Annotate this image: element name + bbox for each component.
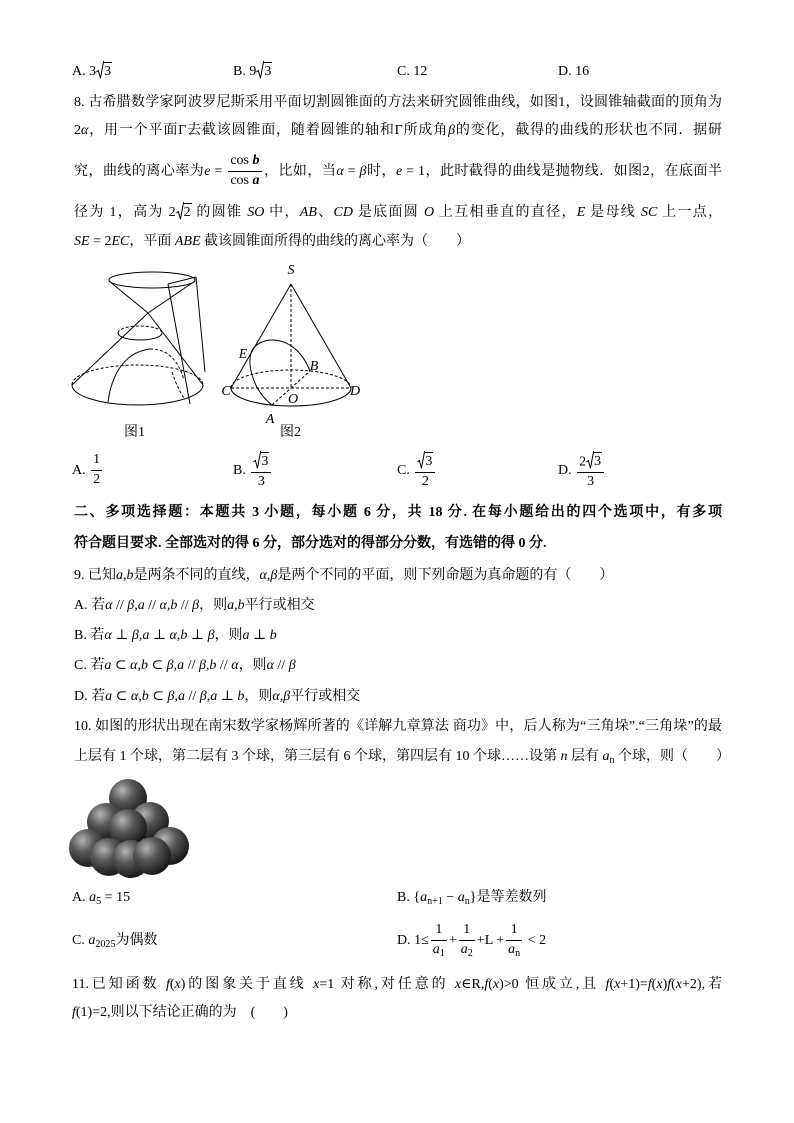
q7-option-a — [72, 58, 112, 86]
q9-option-a — [74, 592, 315, 620]
math-symbol: b — [180, 628, 188, 643]
text-run: 的变化，截得的曲线的形状也不同．据研 — [455, 123, 723, 138]
figure-1-caption: 图1 — [124, 425, 145, 440]
math-symbol: α — [266, 658, 274, 673]
text-run: , — [134, 598, 138, 613]
math-symbol: x — [656, 977, 663, 992]
text-run: 3 — [594, 454, 602, 470]
q7-option-c — [397, 58, 427, 86]
ball — [133, 837, 171, 875]
math-symbol: b — [170, 598, 178, 613]
text-run: ⊥ — [111, 628, 132, 643]
text-run: ⊂ — [112, 689, 131, 704]
text-run: ( — [488, 977, 493, 992]
cutting-plane-edge — [196, 277, 205, 372]
numerator — [506, 922, 522, 941]
denominator — [459, 941, 475, 959]
math-symbol: AB — [299, 205, 317, 220]
label-b: B — [309, 359, 319, 374]
math-symbol: a — [252, 173, 260, 189]
section-2-heading-line-1 — [74, 499, 722, 527]
q8-line-2 — [74, 117, 722, 145]
math-symbol: a — [88, 933, 96, 948]
math-symbol: x — [492, 977, 500, 992]
math-symbol: β — [448, 123, 456, 138]
fraction — [228, 153, 261, 190]
text-run: , — [123, 568, 127, 583]
text-run: , — [279, 689, 284, 704]
fraction — [91, 452, 102, 489]
square-root — [176, 205, 192, 220]
fraction — [431, 922, 447, 959]
text-run: 1 — [510, 922, 518, 938]
math-symbol: β — [167, 689, 175, 704]
math-symbol: β — [166, 658, 174, 673]
math-symbol: α — [159, 598, 167, 613]
label-c: C — [221, 384, 231, 399]
denominator — [91, 471, 102, 489]
text-run: +L + — [476, 933, 505, 948]
subscript: 2 — [467, 948, 473, 960]
text-run: B. — [233, 463, 250, 478]
q10-line-1 — [74, 713, 722, 741]
math-symbol: b — [252, 153, 260, 169]
text-run: < 2 — [524, 933, 547, 948]
numerator — [431, 922, 447, 941]
text-run: 3 — [425, 454, 433, 470]
q8-line-5 — [74, 228, 470, 256]
text-run: ( — [671, 977, 676, 992]
text-run: , — [166, 598, 171, 613]
math-symbol: x — [174, 977, 181, 992]
text-run: B. { — [397, 890, 421, 905]
square-root — [96, 64, 112, 79]
label-e: E — [238, 347, 248, 362]
generator-line — [109, 281, 148, 313]
math-symbol: f — [605, 977, 610, 992]
radical-sign — [176, 202, 184, 220]
text-run: 的圆锥 — [191, 205, 248, 220]
square-root — [586, 454, 602, 469]
numerator — [91, 452, 102, 471]
fraction — [251, 451, 271, 491]
math-symbol: CD — [333, 205, 353, 220]
label-a: A — [265, 412, 275, 427]
math-symbol: a — [602, 749, 610, 764]
q8-option-a — [72, 449, 104, 493]
label-o: O — [287, 392, 299, 407]
text-run: + — [448, 933, 457, 948]
figure-2-caption: 图2 — [280, 425, 301, 440]
subscript: 2025 — [95, 939, 116, 951]
text-run: = 15 — [101, 890, 131, 905]
text-run: // — [184, 658, 199, 673]
math-symbol: a — [142, 628, 150, 643]
numerator — [415, 451, 435, 473]
math-symbol: α — [130, 689, 139, 704]
subscript: n — [609, 755, 615, 767]
math-symbol: a — [116, 568, 123, 583]
text-run: C. — [72, 933, 89, 948]
math-symbol: f — [667, 977, 672, 992]
math-symbol: β — [270, 568, 278, 583]
q10-option-b — [397, 884, 547, 912]
math-symbol: α — [130, 658, 138, 673]
math-symbol: β — [288, 658, 296, 673]
math-symbol: α — [272, 689, 280, 704]
text-run: 3 — [264, 64, 272, 79]
q11-line-2 — [72, 999, 288, 1027]
q9-option-b — [74, 622, 277, 650]
math-symbol: x — [313, 977, 320, 992]
text-run: 径为 1，高为 — [74, 205, 169, 220]
text-run: ∈R, — [461, 977, 485, 992]
text-run: cos — [230, 173, 253, 189]
text-run: }是等差数列 — [469, 890, 547, 905]
denominator — [415, 473, 435, 491]
text-run: 截该圆锥面所得的曲线的离心率为（ ） — [200, 234, 471, 249]
math-symbol: a — [242, 628, 250, 643]
math-symbol: β — [359, 164, 367, 179]
text-run: = — [210, 164, 227, 179]
math-symbol: SE — [74, 234, 90, 249]
q10-option-d — [397, 919, 546, 963]
math-symbol: a — [137, 598, 145, 613]
text-run: 上一点， — [657, 205, 723, 220]
text-run: 、 — [316, 205, 334, 220]
math-symbol: f — [72, 1005, 76, 1020]
text-run: 中， — [264, 205, 300, 220]
math-symbol: ABE — [174, 234, 201, 249]
text-run: 为偶数 — [115, 933, 158, 948]
text-run: 2 — [93, 472, 101, 488]
text-run: 是两个不同的平面，则下列命题为真命题的有（ ） — [277, 568, 614, 583]
numerator — [577, 451, 604, 473]
text-run: 平行或相交 — [244, 598, 315, 613]
math-symbol: a — [177, 658, 185, 673]
text-run: B. 若 — [74, 628, 105, 643]
text-run: 1 — [93, 452, 101, 468]
text-run: ，则 — [214, 628, 243, 643]
q9-option-d — [74, 683, 360, 711]
text-run: )的图象关于直线 — [180, 977, 314, 992]
math-symbol: x — [614, 977, 621, 992]
subscript: n — [515, 948, 521, 960]
text-run: , — [205, 658, 210, 673]
text-run: 2 — [579, 454, 587, 470]
text-run: // — [144, 598, 160, 613]
text-run: 是母线 — [585, 205, 641, 220]
fraction — [459, 922, 475, 959]
radical-sign — [96, 61, 104, 79]
math-symbol: b — [237, 689, 245, 704]
math-symbol: SC — [640, 205, 658, 220]
text-run: 11.已知函数 — [72, 977, 166, 992]
text-run: ，则 — [199, 598, 228, 613]
text-run: 3 — [104, 64, 112, 79]
text-run: 平行或相交 — [290, 689, 361, 704]
math-symbol: e — [204, 164, 211, 179]
math-symbol: α — [104, 628, 112, 643]
text-run: 3 — [257, 473, 265, 489]
radicand — [261, 452, 269, 469]
text-run: 时， — [366, 164, 396, 179]
label-s: S — [287, 263, 295, 278]
math-symbol: β — [207, 628, 215, 643]
text-run: 层有 — [567, 749, 603, 764]
math-symbol: a — [210, 689, 218, 704]
math-symbol: a — [432, 942, 440, 958]
math-symbol: β — [199, 689, 207, 704]
square-root — [253, 454, 269, 469]
math-symbol: b — [237, 598, 245, 613]
text-run: 上层有 1 个球，第二层有 3 个球，第三层有 6 个球，第四层有 10 个球……设第 — [74, 749, 561, 764]
figure-2-cone — [215, 258, 365, 428]
radicand — [594, 452, 602, 469]
text-run: ) — [662, 977, 668, 992]
math-symbol: a — [89, 890, 97, 905]
math-symbol: O — [423, 205, 435, 220]
text-run: ，比如，当 — [263, 164, 337, 179]
section-curve — [250, 353, 272, 405]
figure-1-double-cone — [60, 260, 215, 415]
text-run: 10. 如图的形状出现在南宋数学家杨辉所著的《详解九章算法 商功》中，后人称为“三角垛”.“三角垛”的最 — [74, 719, 722, 734]
text-run: ( — [609, 977, 615, 992]
fraction — [577, 451, 604, 491]
denominator — [251, 473, 271, 491]
math-symbol: α — [81, 123, 89, 138]
text-run: = 1，此时截得的曲线是抛物线．如图2，在底面半 — [402, 164, 722, 179]
text-run: // — [184, 689, 200, 704]
math-symbol: a — [177, 689, 185, 704]
text-run: 符合题目要求. 全部选对的得 6 分，部分选对的得部分分数，有选错的得 0 分. — [74, 536, 547, 551]
q9-option-c — [74, 652, 296, 680]
math-symbol: β — [127, 598, 135, 613]
text-run: // — [216, 658, 232, 673]
text-run: ( — [169, 977, 175, 992]
math-symbol: β — [131, 628, 139, 643]
radicand — [184, 203, 192, 220]
math-symbol: a — [420, 890, 428, 905]
text-run: 是两条不同的直线， — [133, 568, 260, 583]
text-run: // — [177, 598, 193, 613]
math-symbol: α — [105, 598, 113, 613]
text-run: ，平面 — [129, 234, 175, 249]
text-run: // — [273, 658, 289, 673]
text-run: 3 — [587, 473, 595, 489]
text-run: C. — [397, 463, 414, 478]
text-run: = — [343, 164, 360, 179]
text-run: ⊥ — [149, 628, 170, 643]
denominator — [431, 941, 447, 959]
fraction — [506, 922, 522, 959]
text-run: 9 — [249, 64, 257, 79]
text-run: ⊥ — [249, 628, 270, 643]
text-run: // — [112, 598, 128, 613]
text-run: ⊂ — [111, 658, 131, 673]
math-symbol: b — [141, 689, 149, 704]
text-run: 9. 已知 — [74, 568, 116, 583]
text-run: 3 — [261, 454, 269, 470]
text-run: , — [138, 628, 143, 643]
text-run: ⊥ — [217, 689, 238, 704]
math-symbol: SO — [247, 205, 265, 220]
square-root — [417, 454, 433, 469]
text-run: , — [176, 628, 181, 643]
denominator — [228, 172, 261, 190]
text-run: 2 — [421, 473, 429, 489]
text-run: A. — [72, 463, 90, 478]
triangular-stack-of-balls-image — [66, 775, 190, 879]
text-run: ⊥ — [187, 628, 208, 643]
radicand — [104, 62, 112, 79]
q8-option-b — [233, 449, 273, 493]
q10-line-2 — [74, 743, 731, 771]
math-symbol: β — [198, 658, 206, 673]
math-symbol: a — [508, 942, 516, 958]
text-run: C. 若 — [74, 658, 105, 673]
q10-option-a — [72, 884, 130, 912]
text-run: , — [137, 658, 141, 673]
numerator — [228, 153, 261, 172]
math-symbol: b — [126, 568, 134, 583]
text-run: D. — [558, 463, 576, 478]
text-run: D. 16 — [558, 64, 590, 79]
q8-option-d — [558, 449, 606, 493]
numerator — [459, 922, 475, 941]
q10-option-c — [72, 919, 158, 963]
text-run: 个球，则（ ） — [614, 749, 731, 764]
section-2-heading-line-2 — [74, 530, 547, 558]
q8-line-4 — [74, 199, 722, 227]
text-run: A. — [72, 64, 90, 79]
text-run: ( — [651, 977, 657, 992]
text-run: D. 1≤ — [397, 933, 429, 948]
text-run: , — [174, 689, 178, 704]
text-run: 1 — [463, 922, 471, 938]
denominator — [577, 473, 604, 491]
math-symbol: β — [192, 598, 200, 613]
math-symbol: f — [484, 977, 489, 992]
radicand — [425, 452, 433, 469]
text-run: , — [234, 598, 238, 613]
math-symbol: α — [169, 628, 177, 643]
math-symbol: f — [647, 977, 652, 992]
q8-option-c — [397, 449, 437, 493]
middle-ellipse-front — [118, 333, 162, 340]
text-run: C. 12 — [397, 64, 428, 79]
subscript: 1 — [439, 948, 445, 960]
math-symbol: a — [105, 689, 113, 704]
text-run: , — [173, 658, 178, 673]
subscript: 5 — [96, 896, 102, 908]
text-run: , — [266, 568, 271, 583]
radicand — [264, 62, 272, 79]
middle-ellipse-back — [118, 326, 162, 333]
text-run: 2 — [74, 123, 81, 138]
text-run: 3 — [89, 64, 97, 79]
text-run: 2 — [168, 205, 176, 220]
label-d: D — [349, 384, 361, 399]
text-run: = 2 — [89, 234, 112, 249]
radical-sign — [586, 451, 594, 469]
text-run: +2),若 — [682, 977, 722, 992]
subscript: n+1 — [427, 896, 443, 908]
text-run: A. — [72, 890, 90, 905]
denominator — [506, 941, 522, 959]
math-symbol: f — [165, 977, 170, 992]
text-run: B. — [233, 64, 250, 79]
text-run: 二、多项选择题：本题共 3 小题，每小题 6 分，共 18 分. 在每小题给出的四个选项中，有多项 — [74, 505, 722, 520]
square-root — [256, 64, 272, 79]
text-run: ，则 — [238, 658, 267, 673]
numerator — [251, 451, 271, 473]
text-run: 是底面圆 — [353, 205, 424, 220]
text-run: cos — [230, 153, 253, 169]
text-run: 2 — [183, 205, 191, 220]
text-run: , — [206, 689, 211, 704]
math-symbol: e — [395, 164, 403, 179]
text-run: 上互相垂直的直径， — [434, 205, 577, 220]
fraction — [415, 451, 435, 491]
q8-line-3 — [74, 150, 722, 194]
section-curve — [108, 349, 150, 402]
text-run: ⊂ — [147, 658, 167, 673]
math-symbol: a — [460, 942, 468, 958]
text-run: ，用一个平面Γ去截该圆锥面，随着圆锥的轴和Γ所成角 — [88, 123, 449, 138]
math-symbol: x — [454, 977, 462, 992]
text-run: 8. 古希腊数学家阿波罗尼斯采用平面切割圆锥面的方法来研究圆锥曲线，如图1，设圆锥轴截面的顶角为 — [74, 95, 722, 110]
text-run: − — [442, 890, 458, 905]
q8-line-1 — [74, 89, 722, 117]
math-symbol: α — [259, 568, 267, 583]
text-run: 1 — [435, 922, 443, 938]
text-run: D. 若 — [74, 689, 106, 704]
generator-line — [148, 281, 195, 313]
math-symbol: EC — [111, 234, 130, 249]
math-symbol: E — [576, 205, 586, 220]
text-run: =1 对称,对任意的 — [319, 977, 455, 992]
text-run: +1)= — [620, 977, 648, 992]
text-run: A. 若 — [74, 598, 106, 613]
text-run: , — [138, 689, 142, 704]
math-symbol: a — [457, 890, 465, 905]
math-symbol: α — [231, 658, 239, 673]
math-symbol: a — [104, 658, 112, 673]
text-run: 究，曲线的离心率为 — [74, 164, 205, 179]
text-run: ⊂ — [148, 689, 168, 704]
text-run: )>0 恒成立,且 — [499, 977, 606, 992]
q7-option-d — [558, 58, 589, 86]
math-symbol: n — [560, 749, 568, 764]
text-run: (1)=2,则以下结论正确的为 ( ) — [75, 1005, 288, 1020]
q9-stem — [74, 562, 613, 590]
math-symbol: α — [336, 164, 344, 179]
math-symbol: b — [140, 658, 148, 673]
math-symbol: a — [227, 598, 235, 613]
q11-line-1 — [72, 971, 722, 999]
text-run: ，则 — [244, 689, 273, 704]
base-ellipse-front — [72, 385, 203, 405]
q7-option-b — [233, 58, 272, 86]
section-curve — [251, 340, 310, 371]
math-symbol: β — [283, 689, 291, 704]
math-symbol: b — [269, 628, 277, 643]
math-symbol: x — [675, 977, 683, 992]
math-symbol: b — [209, 658, 217, 673]
subscript: n — [464, 896, 470, 908]
